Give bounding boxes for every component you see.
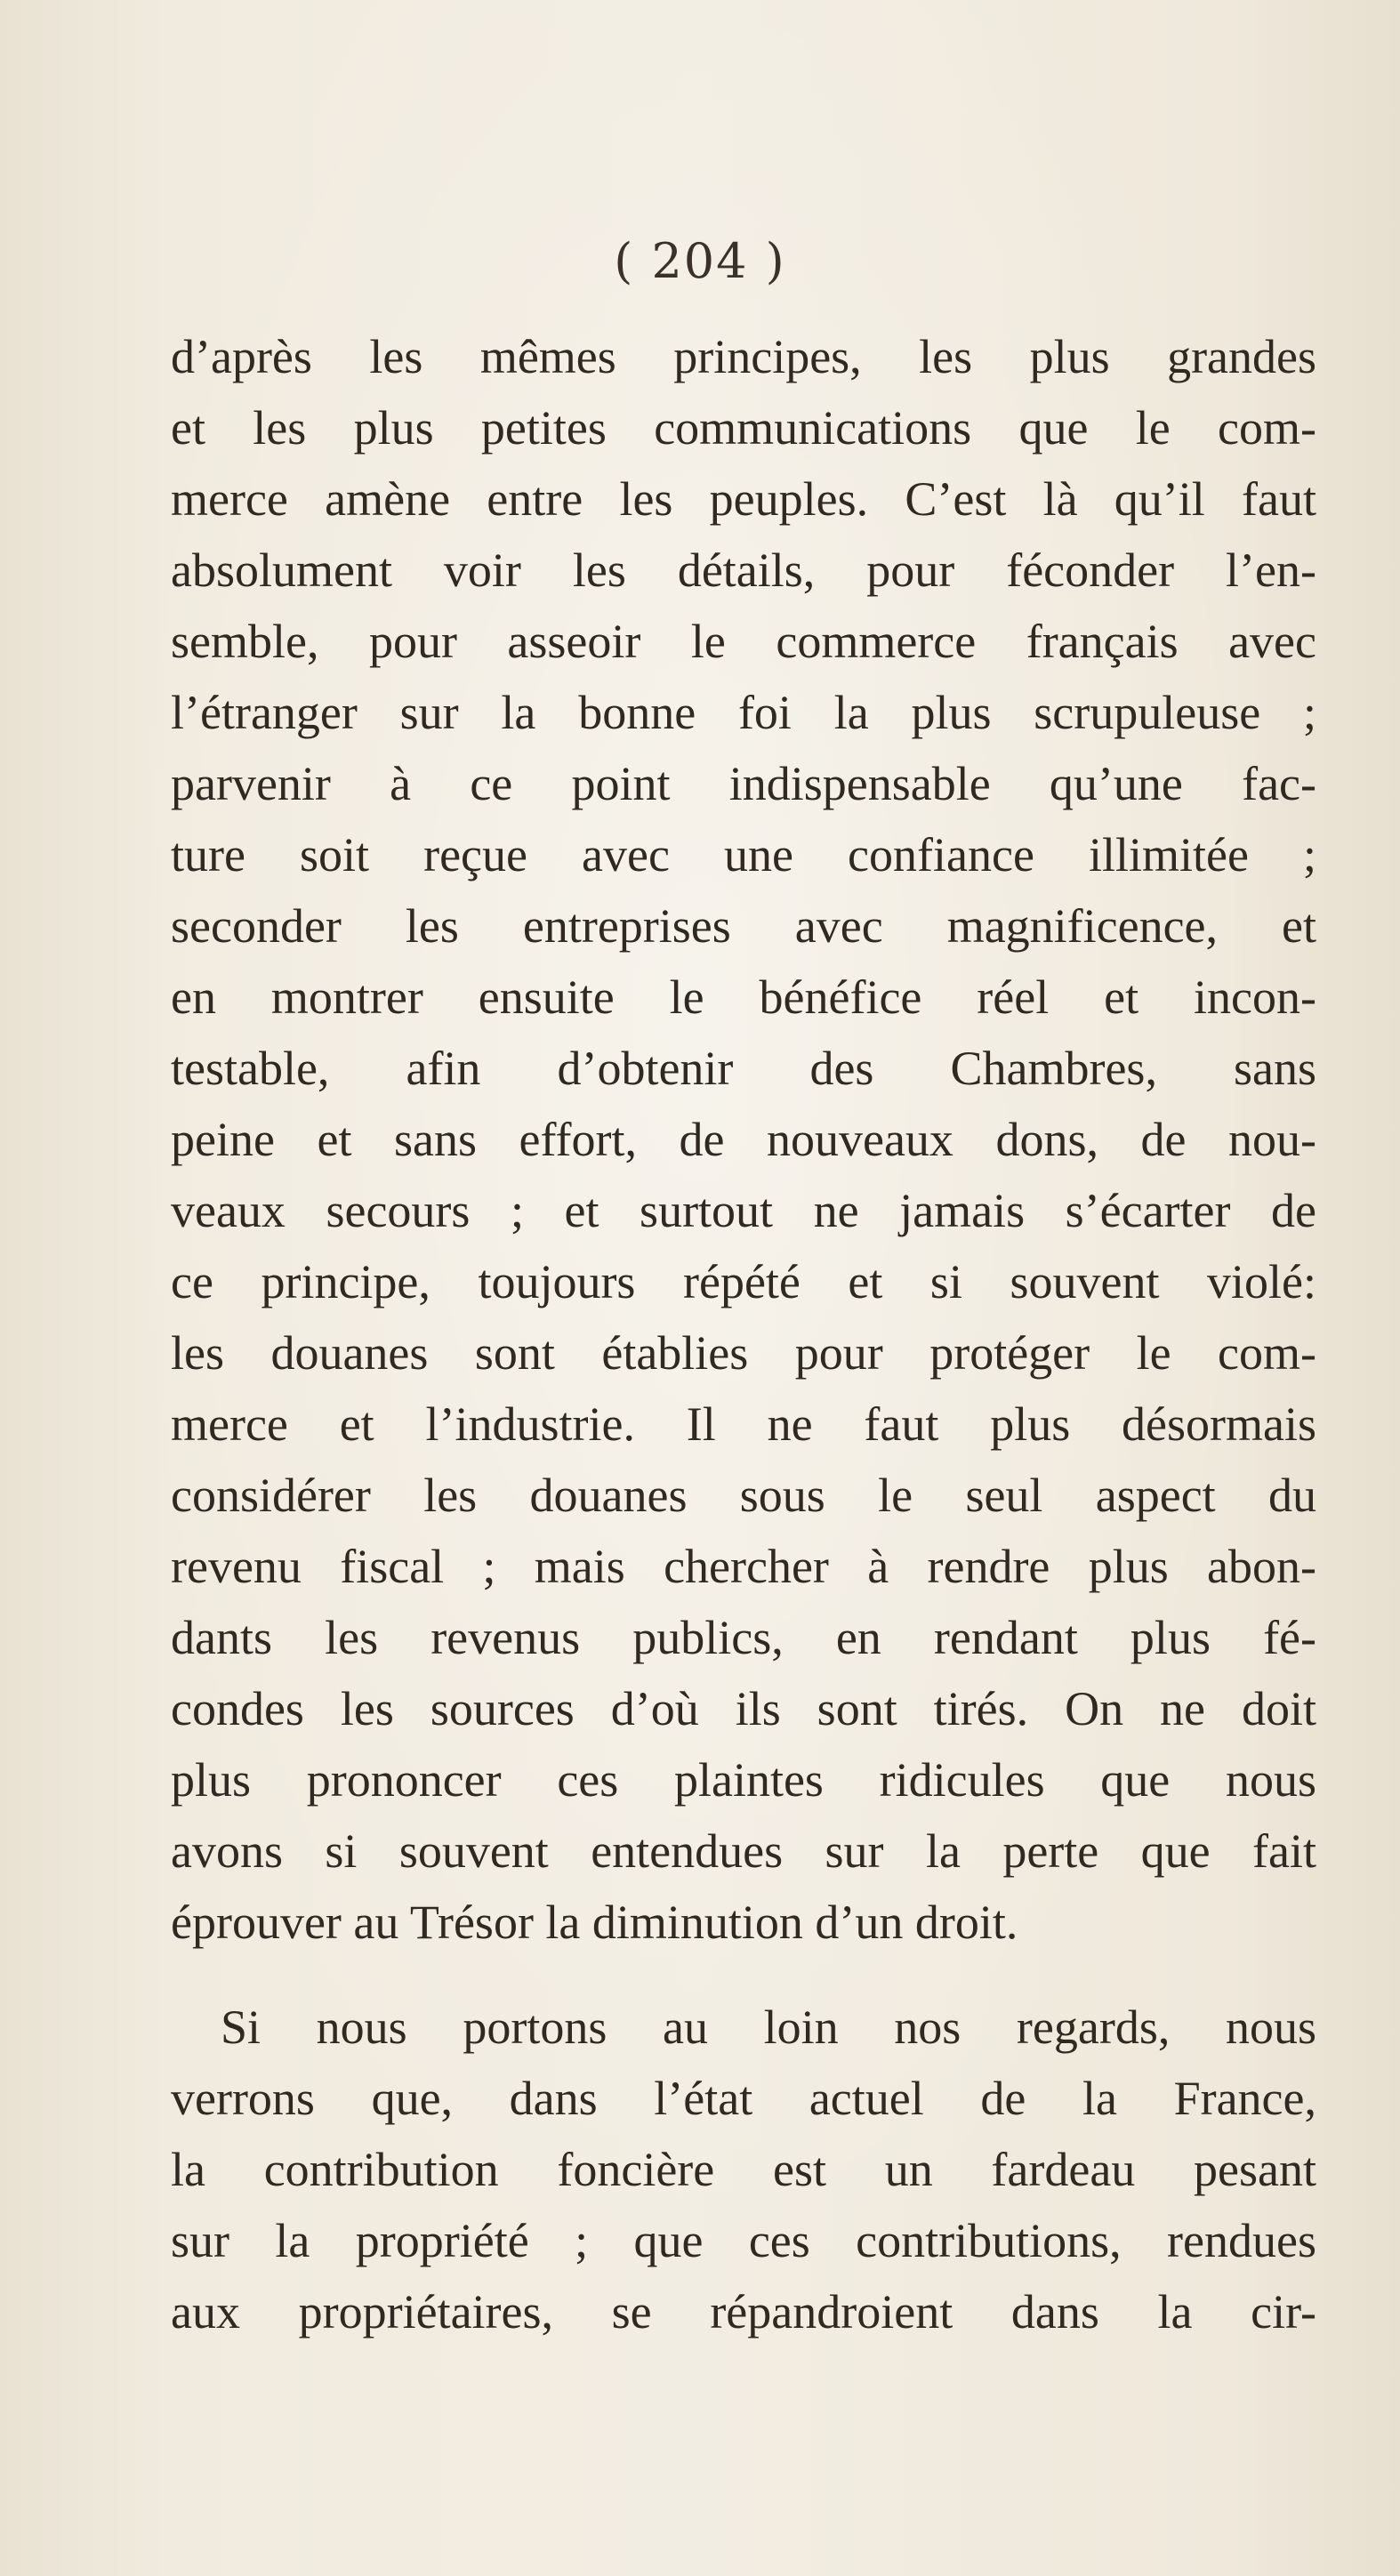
text-line: sur la propriété ; que ces contributions, rendues: [171, 2214, 1316, 2267]
text-line: avons si souvent entendues sur la perte que fait: [171, 1824, 1316, 1878]
text-line: la contribution foncière est un fardeau pesant: [171, 2143, 1316, 2196]
text-line: merce amène entre les peuples. C’est là qu’il faut: [171, 472, 1316, 526]
text-line: considérer les douanes sous le seul aspect du: [171, 1469, 1316, 1522]
text-line: l’étranger sur la bonne foi la plus scrupuleuse ;: [171, 686, 1316, 739]
text-line: d’après les mêmes principes, les plus grandes: [171, 330, 1316, 383]
text-line: aux propriétaires, se répandroient dans la cir-: [171, 2285, 1316, 2339]
text-line: les douanes sont établies pour protéger le com-: [171, 1326, 1316, 1380]
text-line: en montrer ensuite le bénéfice réel et incon-: [171, 970, 1316, 1024]
text-line: revenu fiscal ; mais chercher à rendre plus abon-: [171, 1540, 1316, 1593]
text-line: verrons que, dans l’état actuel de la France,: [171, 2072, 1316, 2125]
text-line: seconder les entreprises avec magnificence, et: [171, 899, 1316, 953]
text-line: Si nous portons au loin nos regards, nous: [221, 2000, 1316, 2054]
text-line: ce principe, toujours répété et si souvent violé:: [171, 1255, 1316, 1308]
text-line: absolument voir les détails, pour féconder l’en-: [171, 543, 1316, 597]
text-line: éprouver au Trésor la diminution d’un droit.: [171, 1896, 1018, 1949]
text-line: veaux secours ; et surtout ne jamais s’écarter de: [171, 1184, 1316, 1237]
text-line: parvenir à ce point indispensable qu’une fac-: [171, 757, 1316, 810]
text-line: et les plus petites communications que le com-: [171, 401, 1316, 455]
paragraph-2: [171, 1992, 1316, 2347]
page-number: ( 204 ): [614, 233, 786, 289]
text-line: condes les sources d’où ils sont tirés. On ne doit: [171, 1682, 1316, 1735]
text-line: ture soit reçue avec une confiance illimitée ;: [171, 828, 1316, 881]
text-line: peine et sans effort, de nouveaux dons, de nou-: [171, 1113, 1316, 1166]
text-line: merce et l’industrie. Il ne faut plus désormais: [171, 1397, 1316, 1451]
paragraph-1: [171, 321, 1316, 1958]
text-line: plus prononcer ces plaintes ridicules que nous: [171, 1753, 1316, 1807]
text-line: dants les revenus publics, en rendant plus fé-: [171, 1611, 1316, 1664]
text-line: semble, pour asseoir le commerce français avec: [171, 615, 1316, 668]
text-line: testable, afin d’obtenir des Chambres, sans: [171, 1042, 1316, 1095]
